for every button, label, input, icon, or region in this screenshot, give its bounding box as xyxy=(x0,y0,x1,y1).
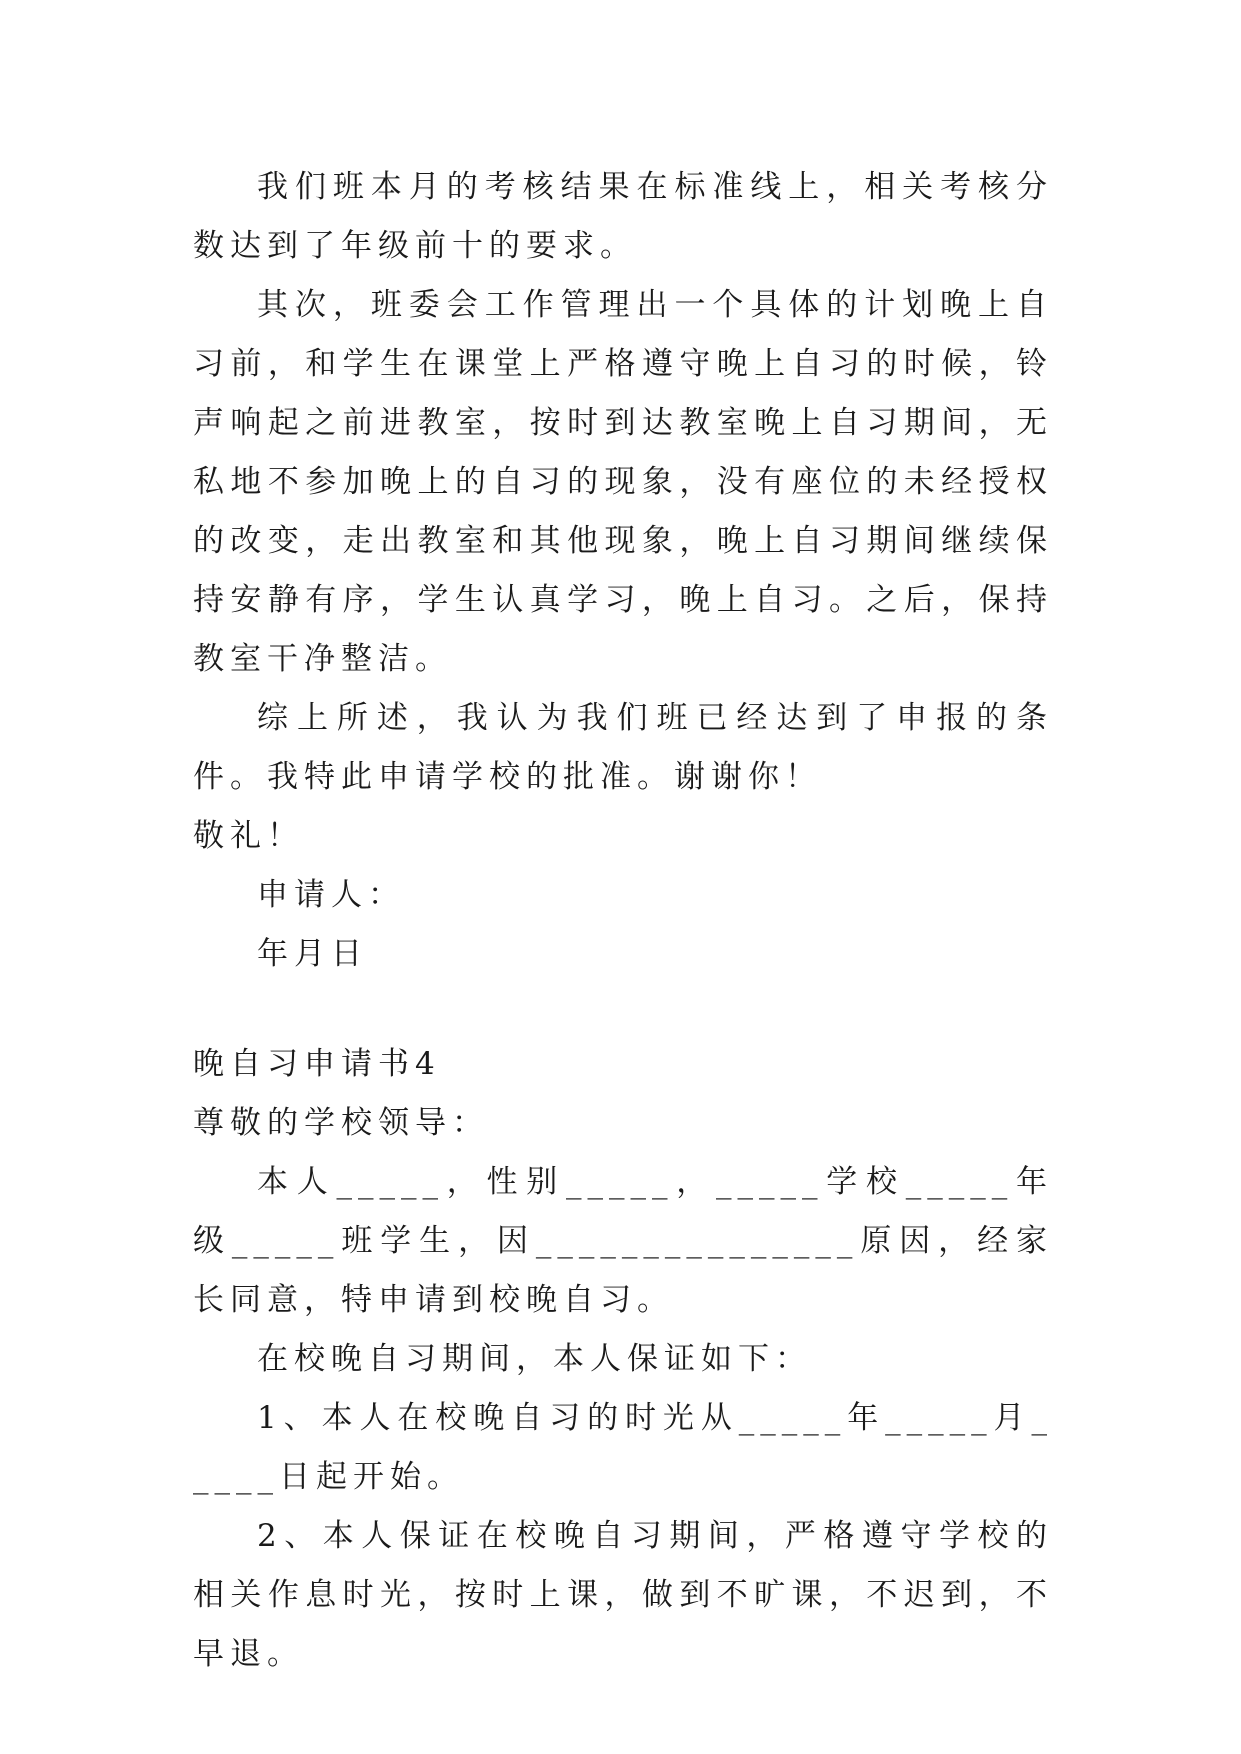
paragraph-assessment-result: 我们班本月的考核结果在标准线上，相关考核分数达到了年级前十的要求。 xyxy=(193,169,1053,264)
section-gap xyxy=(193,984,1053,1035)
section-title: 晚自习申请书4 xyxy=(193,1046,441,1082)
paragraph-class-committee-plan: 其次，班委会工作管理出一个具体的计划晚上自习前，和学生在课堂上严格遵守晚上自习的时候，铃声响起之前进教室，按时到达教室晚上自习期间，无私地不参加晚上的自习的现象，没有座位的未经授权的改变，走出教室和其他现象，晚上自习期间继续保持安静有序，学生认真学习，晚上自习。之后，保持教室干净整洁。 xyxy=(193,287,1053,677)
paragraph-guarantee-1: 1、本人在校晚自习的时光从_____年_____月_____日起开始。 xyxy=(193,1400,1053,1495)
salutation: 尊敬的学校领导： xyxy=(193,1105,489,1141)
paragraph-applicant-info: 本人_____，性别_____，_____学校_____年级_____班学生，因_______________原因，经家长同意，特申请到校晚自习。 xyxy=(193,1164,1053,1318)
date-label: 年月日 xyxy=(257,936,368,972)
paragraph-conclusion: 综上所述，我认为我们班已经达到了申报的条件。我特此申请学校的批准。谢谢你！ xyxy=(193,700,1053,795)
document-body xyxy=(193,158,1053,1684)
closing-salute: 敬礼！ xyxy=(193,818,304,854)
applicant-label: 申请人： xyxy=(257,877,405,913)
paragraph-guarantee-intro: 在校晚自习期间，本人保证如下： xyxy=(257,1341,812,1377)
paragraph-guarantee-2: 2、本人保证在校晚自习期间，严格遵守学校的相关作息时光，按时上课，做到不旷课，不迟到，不早退。 xyxy=(193,1518,1053,1672)
